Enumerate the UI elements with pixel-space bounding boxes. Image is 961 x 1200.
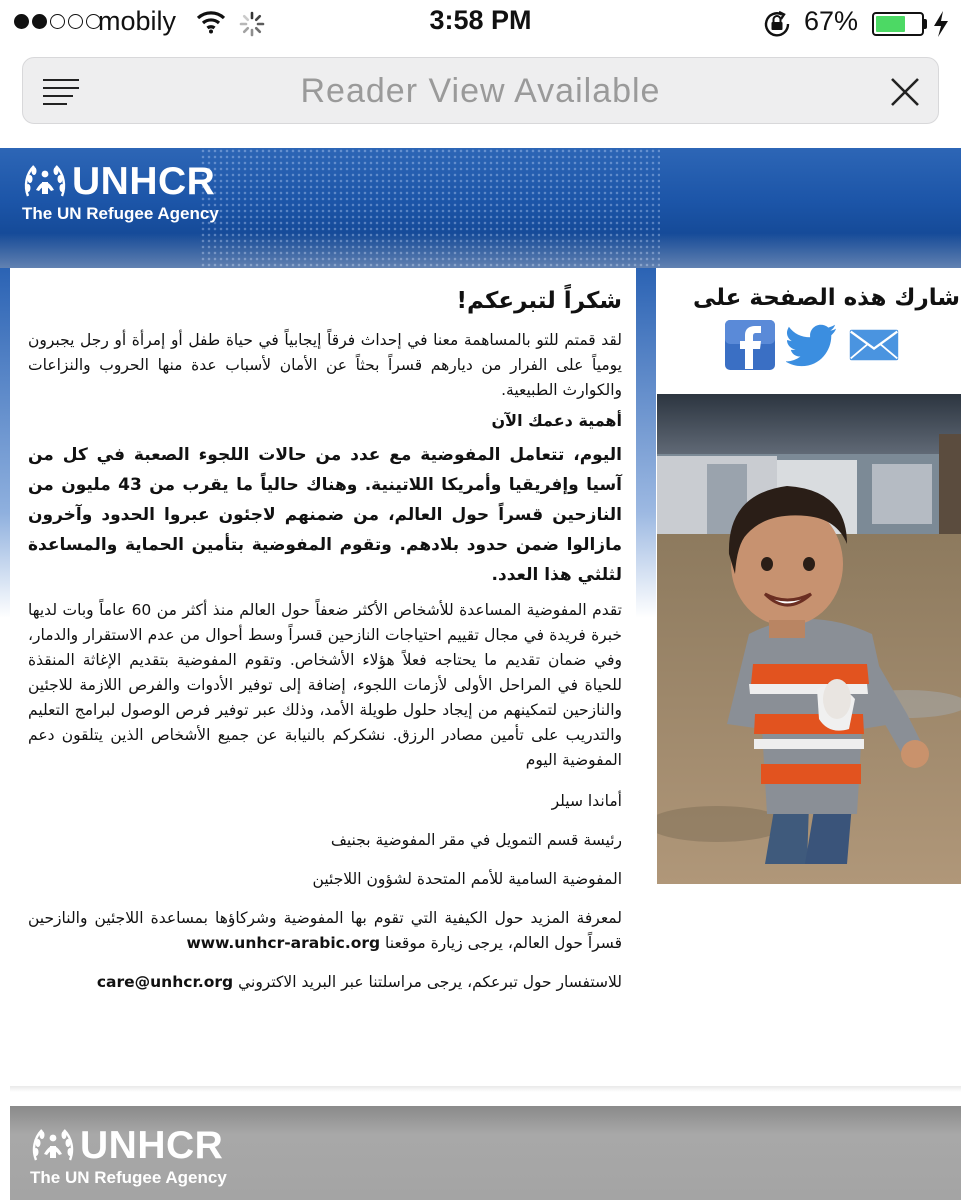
footer-logo-tagline: The UN Refugee Agency	[30, 1168, 227, 1187]
signature-role: رئيسة قسم التمويل في مقر المفوضية بجنيف	[330, 831, 622, 849]
contact-paragraph	[28, 970, 622, 995]
logo-name: UNHCR	[72, 160, 216, 203]
footer-divider	[10, 1086, 961, 1092]
reader-view-label[interactable]: Reader View Available	[300, 72, 661, 110]
status-bar	[0, 0, 961, 50]
logo-tagline: The UN Refugee Agency	[22, 204, 219, 223]
signature-organization: المفوضية السامية للأمم المتحدة لشؤون اللاجئين	[312, 870, 622, 888]
close-icon[interactable]	[889, 76, 921, 108]
share-icons	[724, 320, 900, 370]
intro-paragraph: لقد قمتم للتو بالمساهمة معنا في إحداث فرقاً إيجابياً في حياة طفل أو إمرأة أو رجل يجبرون يومياً على الفرار من ديارهم قسراً بحثاً عن الأمان لأسباب عدة منها الحروب والنزاعات والكوارث الطبيعية.	[28, 331, 622, 399]
reader-list-icon[interactable]	[43, 77, 79, 105]
article-title: شكراً لتبرعكم!	[456, 288, 622, 314]
child-refugee-photo	[657, 394, 961, 884]
battery-percentage: 67%	[804, 6, 859, 36]
unhcr-logo[interactable]	[22, 160, 219, 224]
footer-band	[10, 1106, 961, 1200]
charging-bolt-icon	[932, 10, 950, 42]
rotation-lock-icon	[762, 10, 792, 42]
footer-unhcr-emblem-icon	[30, 1124, 76, 1168]
website-link[interactable]: www.unhcr-arabic.org	[186, 934, 381, 952]
unhcr-emblem-icon	[22, 160, 68, 204]
footer-logo-name: UNHCR	[80, 1124, 224, 1167]
more-info-paragraph	[28, 906, 622, 956]
contact-text: للاستفسار حول تبرعكم، يرجى مراسلتنا عبر البريد الاكتروني	[238, 973, 622, 991]
address-bar[interactable]	[22, 57, 939, 124]
battery-tip	[924, 19, 927, 29]
section-heading: أهمية دعمك الآن	[491, 411, 622, 430]
card-border-left	[0, 268, 10, 618]
footer-unhcr-logo[interactable]	[30, 1124, 227, 1188]
facebook-icon[interactable]	[724, 320, 776, 370]
carrier-name: mobily	[98, 6, 177, 36]
card-border-middle	[636, 268, 656, 618]
article-body	[28, 288, 622, 1003]
body-paragraph: تقدم المفوضية المساعدة للأشخاص الأكثر ضعفاً حول العالم منذ أكثر من 60 عاماً وبات لديها خبرة فريدة في مجال تقييم احتياجات النازحين قسراً وسط أحوال من عدم الاستقرار والدمار، وفي ضمان تقديم ما يحتاجه فعلاً هؤلاء الأشخاص. وتقوم المفوضية بتقديم الإغاثة المنقذة للحياة في المراحل الأولى لأزمات اللجوء، إضافة إلى توفير الأدوات والفرص اللازمة للاجئين والنازحين لتمكينهم من إيجاد حلول طويلة الأمد، وذلك عبر توفير فرص الوصول لبرامج التعليم والتدريب على تأمين مصادر الرزق. نشكركم بالنيابة عن جميع الأشخاص الذين يتلقون دعم المفوضية اليوم	[28, 601, 622, 769]
battery-level	[876, 16, 905, 32]
twitter-icon[interactable]	[786, 320, 838, 370]
clock: 3:58 PM	[429, 5, 532, 35]
signature-name: أماندا سيلر	[551, 792, 622, 810]
lead-paragraph: اليوم، تتعامل المفوضية مع عدد من حالات اللجوء الصعبة في كل من آسيا وإفريقيا وأمريكا اللاتينية. وهناك حالياً ما يقرب من 43 مليون من النازحين قسراً حول العالم، من ضمنهم لاجئون عبروا الحدود وآخرون مازالوا ضمن حدود بلادهم. وتقوم المفوضية بتأمين الحماية والمساعدة لثلثي هذا العدد.	[28, 445, 622, 585]
share-heading: شارك هذه الصفحة على	[692, 285, 960, 311]
unhcr-header-banner	[0, 148, 961, 268]
email-link[interactable]: care@unhcr.org	[96, 973, 234, 991]
battery-icon	[872, 12, 924, 36]
email-icon[interactable]	[848, 320, 900, 370]
more-info-text: لمعرفة المزيد حول الكيفية التي تقوم بها المفوضية وشركاؤها بمساعدة اللاجئين والنازحين قسراً حول العالم، يرجى زيارة موقعنا	[28, 909, 622, 952]
